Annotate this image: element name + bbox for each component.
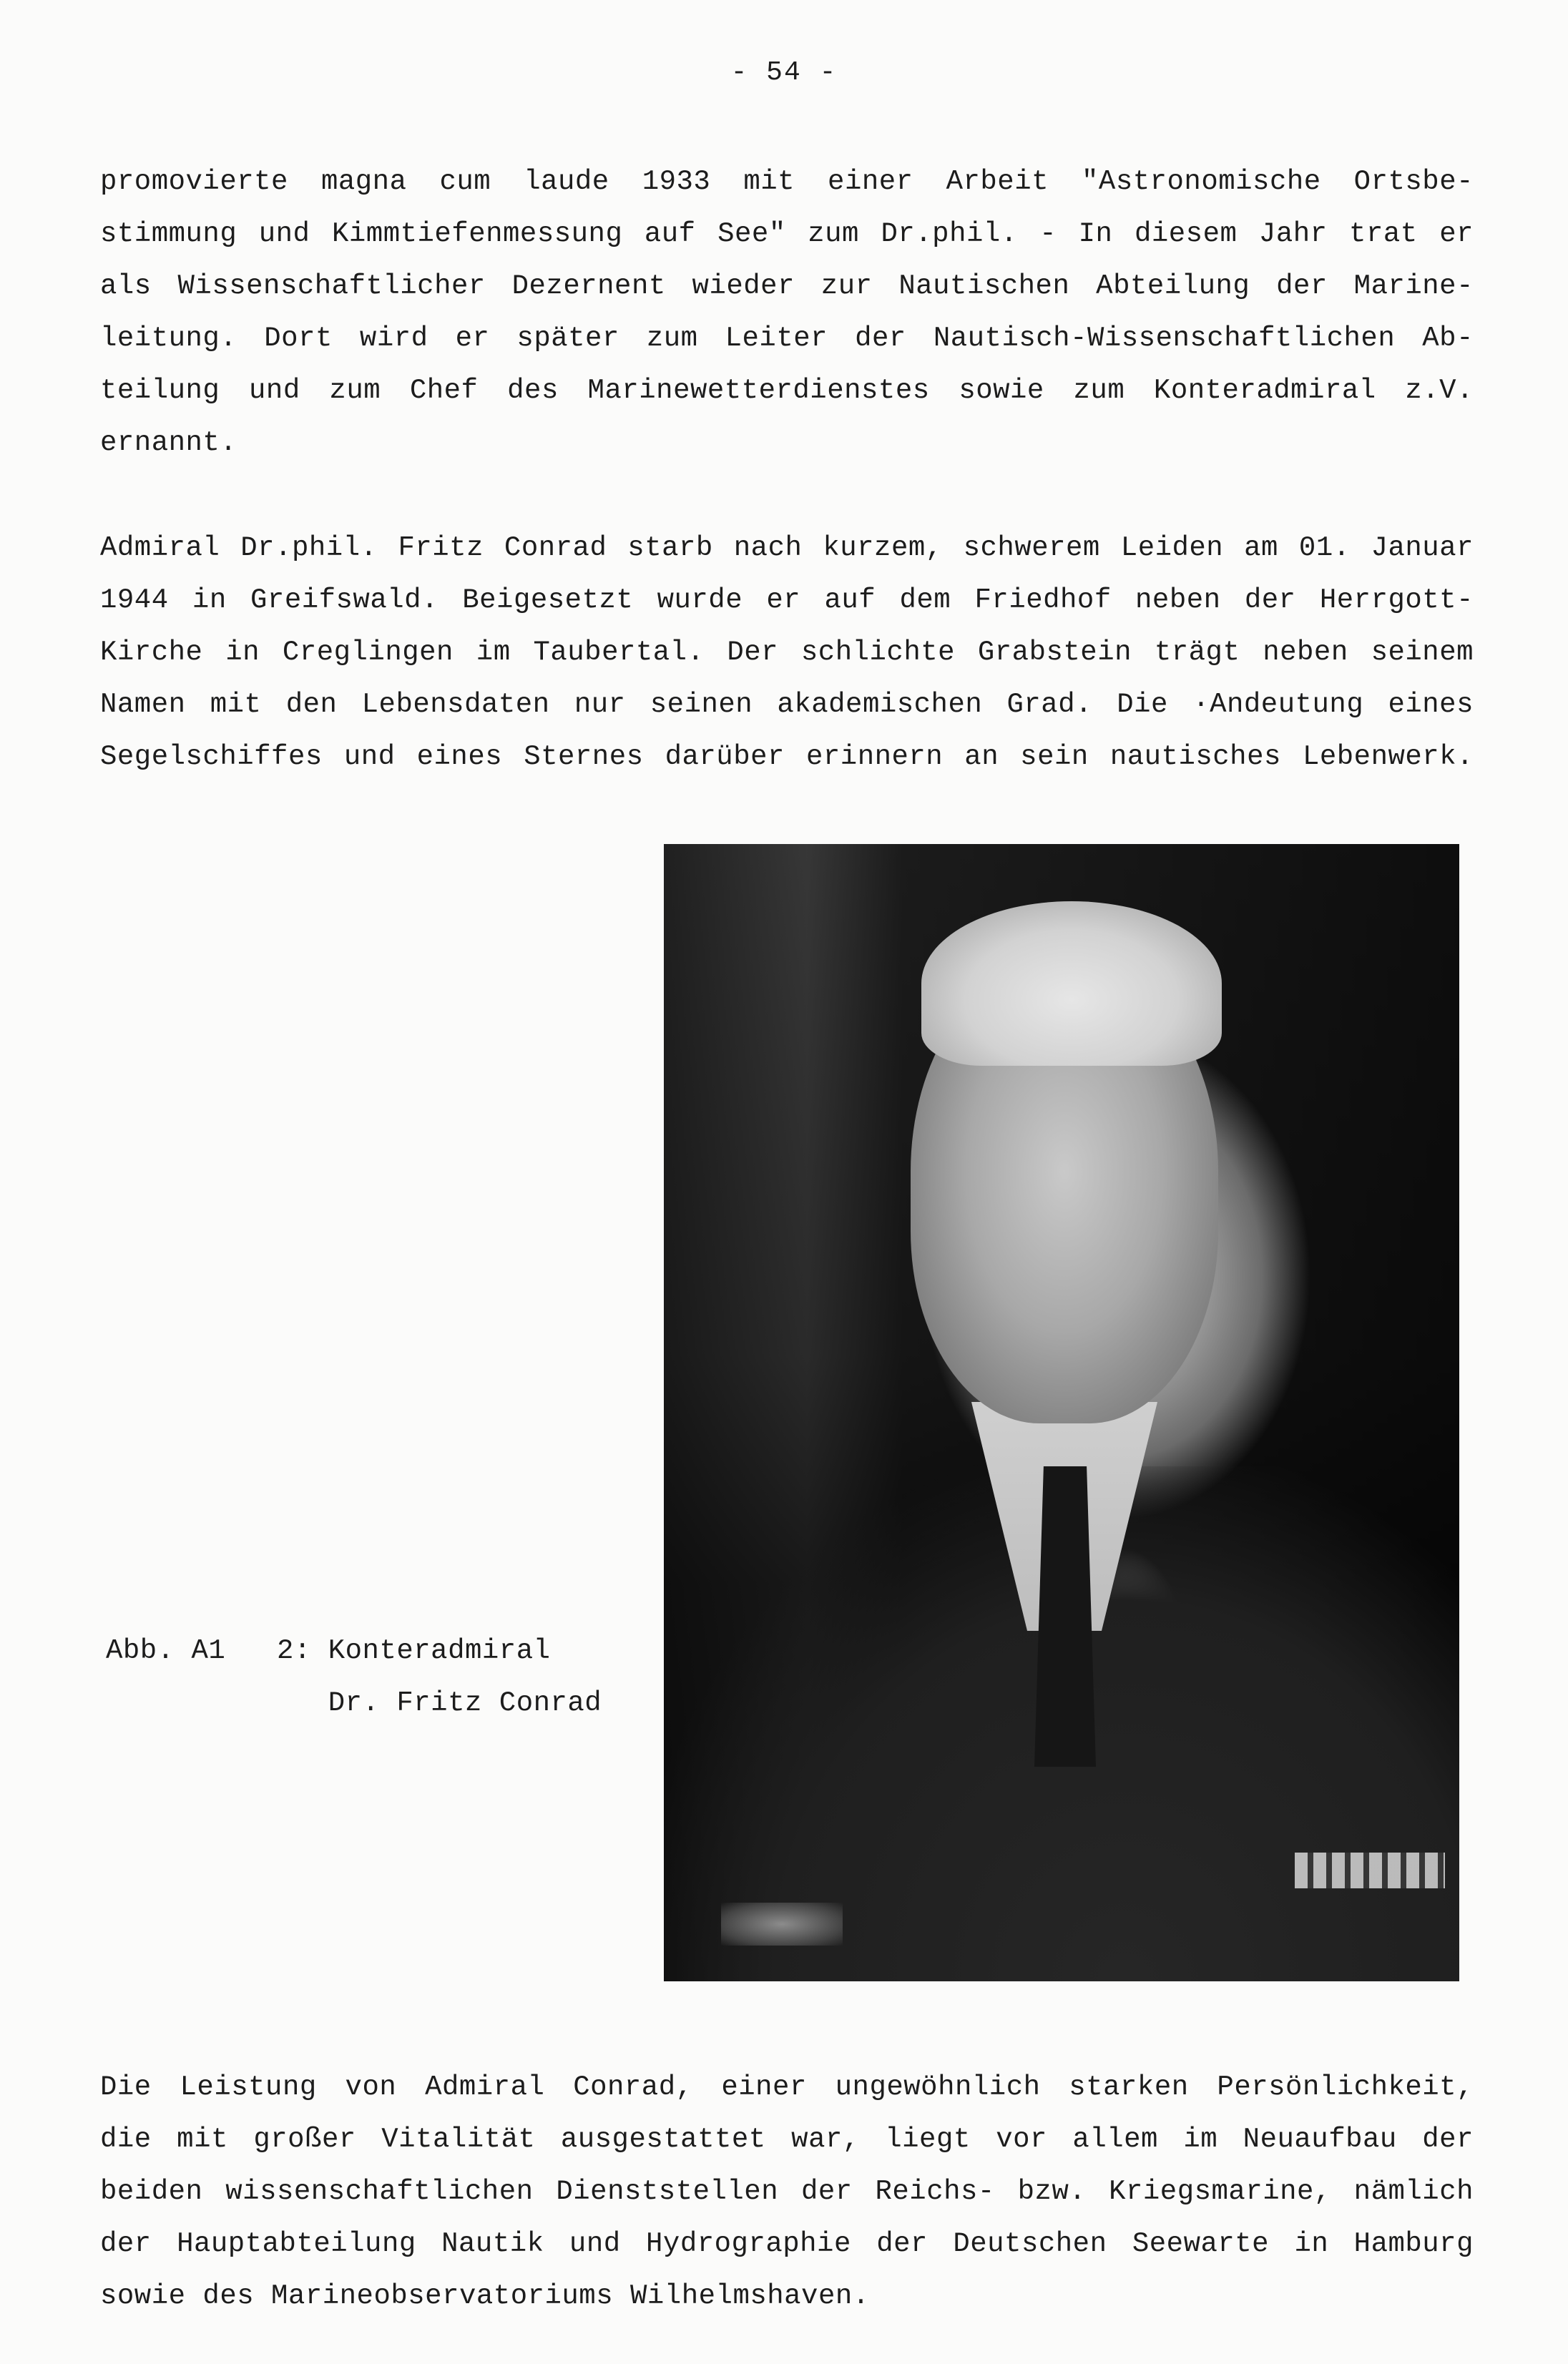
text-line: Namen mit den Lebensdaten nur seinen akademischen Grad. Die ·Andeutung eines [100, 689, 1474, 720]
figure-caption [106, 1625, 602, 1730]
text-line: als Wissenschaftlicher Dezernent wieder zur Nautischen Abteilung der Marine- [100, 270, 1474, 302]
photo-hair [921, 901, 1222, 1066]
text-line: stimmung und Kimmtiefenmessung auf See" zum Dr.phil. - In diesem Jahr trat er [100, 218, 1474, 250]
text-line: Kirche in Creglingen im Taubertal. Der schlichte Grabstein trägt neben seinem [100, 637, 1474, 668]
paragraph-legacy [100, 2061, 1474, 2323]
paragraph-biography [100, 156, 1474, 469]
text-line: Segelschiffes und eines Sternes darüber erinnern an sein nautisches Lebenwerk. [100, 741, 1474, 773]
caption-line: Abb. A1 2: Konteradmiral [106, 1635, 551, 1667]
text-line: beiden wissenschaftlichen Dienststellen der Reichs- bzw. Kriegsmarine, nämlich [100, 2176, 1474, 2207]
text-line: 1944 in Greifswald. Beigesetzt wurde er auf dem Friedhof neben der Herrgott- [100, 584, 1474, 616]
photo-tie [1034, 1466, 1096, 1767]
text-line: ernannt. [100, 427, 237, 458]
text-line: teilung und zum Chef des Marinewetterdienstes sowie zum Konteradmiral z.V. [100, 375, 1474, 406]
text-line: der Hauptabteilung Nautik und Hydrographie der Deutschen Seewarte in Hamburg [100, 2228, 1474, 2260]
text-line: die mit großer Vitalität ausgestattet war, liegt vor allem im Neuaufbau der [100, 2124, 1474, 2155]
caption-line: Dr. Fritz Conrad [106, 1687, 602, 1719]
page-number: - 54 - [730, 57, 838, 88]
paragraph-death [100, 522, 1474, 783]
text-line: Admiral Dr.phil. Fritz Conrad starb nach kurzem, schwerem Leiden am 01. Januar [100, 532, 1474, 564]
text-line: Die Leistung von Admiral Conrad, einer ungewöhnlich starken Persönlichkeit, [100, 2071, 1474, 2103]
photo-medal-ribbons [1295, 1853, 1445, 1888]
text-line: leitung. Dort wird er später zum Leiter der Nautisch-Wissenschaftlichen Ab- [100, 323, 1474, 354]
text-line: promovierte magna cum laude 1933 mit einer Arbeit "Astronomische Ortsbe- [100, 166, 1474, 197]
portrait-photo [664, 844, 1459, 1981]
photo-eagle-insignia [721, 1903, 843, 1946]
text-line: sowie des Marineobservatoriums Wilhelmshaven. [100, 2280, 870, 2312]
